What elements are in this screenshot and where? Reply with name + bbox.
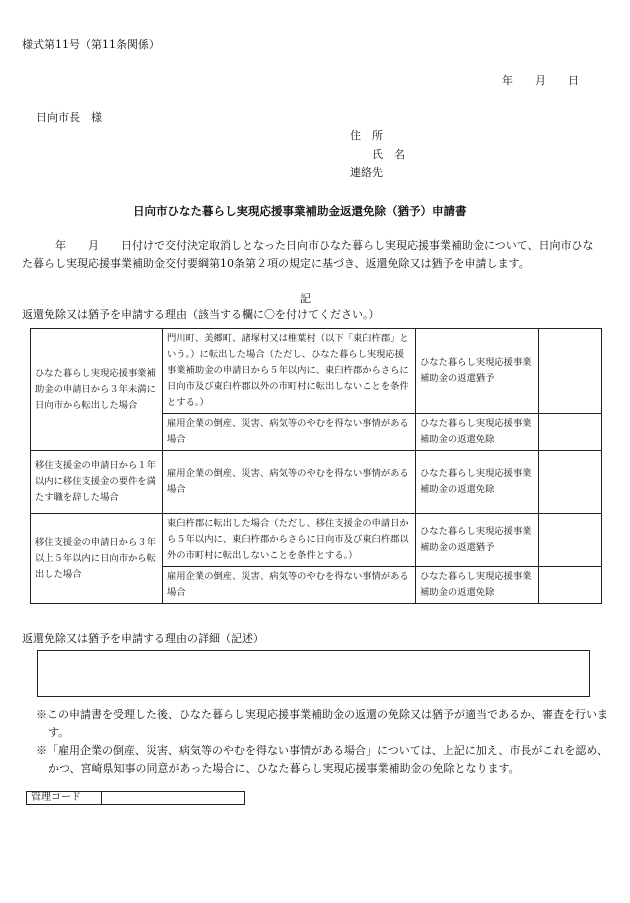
condition-cell: 雇用企業の倒産、災害、病気等のやむを得ない事情がある場合 (163, 451, 416, 514)
table-row (31, 329, 602, 414)
detail-heading: 返還免除又は猶予を申請する理由の詳細（記述） (22, 632, 264, 645)
management-code-table (26, 791, 245, 805)
addressee: 日向市長 様 (36, 111, 102, 124)
note-2: ※「雇用企業の倒産、災害、病気等のやむを得ない事情がある場合」については、上記に加え、市長がこれを認め、かつ、宮崎県知事の同意があった場合に、ひなた暮らし実現応援事業補助金の免除となります。 (36, 744, 608, 775)
address-label: 住 所 (350, 129, 383, 142)
category-cell: 移住支援金の申請日から１年以内に移住支援金の要件を満たす職を辞した場合 (31, 451, 163, 514)
date-line: 年 月 日 (502, 74, 579, 87)
result-cell: ひなた暮らし実現応援事業補助金の返還免除 (416, 451, 539, 514)
detail-textbox[interactable] (37, 650, 590, 697)
note-1: ※この申請書を受理した後、ひなた暮らし実現応援事業補助金の返還の免除又は猶予が適当であるか、審査を行います。 (36, 708, 608, 739)
category-cell: ひなた暮らし実現応援事業補助金の申請日から３年未満に日向市から転出した場合 (31, 329, 163, 451)
check-cell[interactable] (539, 414, 602, 451)
body-text: 年 月 日付けで交付決定取消しとなった日向市ひなた暮らし実現応援事業補助金について、日向市ひなた暮らし実現応援事業補助金交付要綱第10条第２項の規定に基づき、返還免除又は猶予を申請します。 (22, 239, 594, 270)
check-cell[interactable] (539, 567, 602, 604)
result-cell: ひなた暮らし実現応援事業補助金の返還猶予 (416, 514, 539, 567)
result-cell: ひなた暮らし実現応援事業補助金の返還免除 (416, 567, 539, 604)
contact-label: 連絡先 (350, 166, 383, 179)
ki-label: 記 (300, 292, 311, 305)
check-cell[interactable] (539, 451, 602, 514)
document-title: 日向市ひなた暮らし実現応援事業補助金返還免除（猶予）申請書 (133, 204, 467, 218)
category-cell: 移住支援金の申請日から３年以上５年以内に日向市から転出した場合 (31, 514, 163, 604)
condition-cell: 門川町、美郷町、諸塚村又は椎葉村（以下「東臼杵郡」という。）に転出した場合（ただし、ひなた暮らし実現応援事業補助金の申請日から５年以内に、東臼杵郡からさらに日向市及び東臼杵郡以外の市町村に転出しないことを条件とする。） (163, 329, 416, 414)
condition-cell: 雇用企業の倒産、災害、病気等のやむを得ない事情がある場合 (163, 567, 416, 604)
name-label: 氏 名 (372, 148, 405, 161)
management-code-label: 管理コード (27, 792, 102, 805)
condition-cell: 雇用企業の倒産、災害、病気等のやむを得ない事情がある場合 (163, 414, 416, 451)
check-cell[interactable] (539, 514, 602, 567)
condition-cell: 東臼杵郡に転出した場合（ただし、移住支援金の申請日から５年以内に、東臼杵郡からさらに日向市及び東臼杵郡以外の市町村に転出しないことを条件とする。） (163, 514, 416, 567)
table-row (31, 451, 602, 514)
reasons-table (30, 328, 602, 604)
form-number: 様式第11号（第11条関係） (22, 38, 160, 51)
management-code-field[interactable] (102, 792, 245, 805)
result-cell: ひなた暮らし実現応援事業補助金の返還免除 (416, 414, 539, 451)
table-row (31, 514, 602, 567)
result-cell: ひなた暮らし実現応援事業補助金の返還猶予 (416, 329, 539, 414)
check-cell[interactable] (539, 329, 602, 414)
reason-heading: 返還免除又は猶予を申請する理由（該当する欄に〇を付けてください。） (22, 308, 380, 321)
